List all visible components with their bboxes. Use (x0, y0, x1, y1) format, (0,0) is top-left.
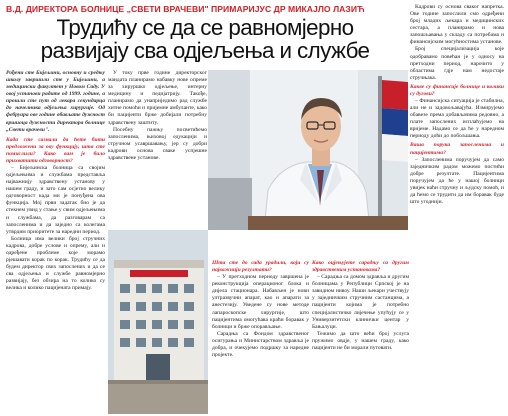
article-kicker: В.Д. ДИРЕКТОРА БОЛНИЦЕ „СВЕТИ ВРАЧЕВИ" ПРИМАРИЈУС ДР МИКАЈЛО ЛАЗИЋ (6, 4, 365, 14)
article-column-right (410, 4, 504, 414)
article-column-c (312, 258, 409, 414)
interview-question: Како оцјењујете сарадњу са другим здравственим установама? (312, 260, 409, 274)
article-column-a (108, 70, 207, 228)
paragraph: – У претходном периоду завршена је реконструкција операционог блока и дијела стационара. Набављен је нови ултразвучни апарат, као и апарати за анестезију. Уведене су нове методе лапароскопске хирургије, што пацијентима омогућава краћи боравак у болници и брже опорављање. (212, 274, 309, 330)
interview-question: Какве су финансије болнице и колики су дугови? (410, 83, 504, 97)
lead-intro: Рођени сте Бијељини, основну и средњу школу завршили сте у Бијељини, а медицински факултет у Новом Саду. У овој установи радите од 1999. године, а прошли сте пут од лекара секундарца до начелника одјељења хирургије. Од фебруара ове године обављате дужност вршиоца дужности директора болнице „Свети врачеви". (6, 70, 105, 133)
director-portrait-photo (208, 70, 408, 230)
paragraph: – Сарадња са домом здравља и другим болницама у Републици Српској је на завидном нивоу. Наши љекари учествују у заједничким стручним састанцима, а пацијенти којима је потребно специјалистичко лијечење упућују се у Универзитетски клинички центар у Бањалуци. (312, 274, 409, 330)
article-column-b (212, 258, 309, 414)
interview-question: Ваша порука запосленима и пацијентима? (410, 142, 504, 156)
paragraph: Кадрови су основа сваког напретка. Ове године запослили смо одређени број младих љекара и медицинских сестара, а планирамо и нова запошљавања у складу са потребама и финансијским могућностима установе. (410, 4, 504, 46)
headline-line: Трудићу се да се равномјерно (56, 16, 354, 39)
article-headline (6, 16, 404, 62)
article-column-lead (6, 70, 105, 414)
paragraph: Сарадња са Фондом здравственог осигурања и Министарством здравља је добра, и очекујемо подршку за наредне пројекте. (212, 330, 309, 359)
paragraph: Посебну пажњу посветићемо запосленима, њиховој едукацији и стручном усавршавању, јер су добри кадрови основа сваке успјешне здравствене установе. (108, 126, 207, 161)
director-portrait-image (208, 70, 408, 230)
hospital-building-image (108, 230, 208, 414)
paragraph: У току прве године директорског мандата планирамо набавку нове опреме за хируршко одјељење, интерну медицину и педијатрију. Такође, планирамо да унаприједимо рад службе хитне помоћи и пријемне амбуланте, како би пацијенти брже добијали потребну здравствену заштиту. (108, 70, 207, 126)
paragraph: Број специјализација које одобравамо повећан је у односу на претходни период, нарочито у областима гдје нам недостаје стручњака. (410, 46, 504, 81)
interview-question: Када сте сазнали да ћете бити предложени за ову функцију, шта сте помислили? Како вам је било прихватити одговорност? (6, 136, 105, 164)
paragraph: Болница има велики број стручних кадрова, добре услове и опрему, али и одређене проблеме које морамо рјешавати корак по корак. Трудићу се да будем директор свих запослених и да се сва одјељења и службе равномјерно развијају, без обзира на то колико су велика и колико пацијената примају. (6, 235, 105, 292)
hospital-building-photo (108, 230, 208, 414)
interview-question: Шта сте до сада урадили, који су најважнији резултати? (212, 260, 309, 274)
paragraph: – Бијељинска болница са својим одјељењима и службама представља најважнију здравствену установу у нашем граду, и зато сам осјетио велику одговорност када ми је понуђена ова функција. Мој први задатак био је да стекнем увид у стање у свим одјељењима и службама, да разговарам са запосленима и да заједно са колегама утврдим приоритете за наредни период. (6, 165, 105, 235)
paragraph: – Финансијска ситуација је стабилна, али не и задовољавајућа. Измирујемо обавезе према добављачима редовно, а плате запослених исплаћујемо на вријеме. Надамо се да ће у наредном периоду доћи до побољшања. (410, 98, 504, 140)
headline-line: развијају сва одјељења и службе (40, 39, 370, 62)
paragraph: – Запосленима поручујем да само заједничким радом можемо постићи добре резултате. Пацијентима поручујем да ће у нашој болници увијек наћи стручну и људску помоћ, и да ћемо се трудити да им боравак буде што угоднији. (410, 156, 504, 206)
paragraph: Тежимо да што већи број услуга пружимо овдје, у нашем граду, како пацијенти не би морали путовати. (312, 330, 409, 351)
